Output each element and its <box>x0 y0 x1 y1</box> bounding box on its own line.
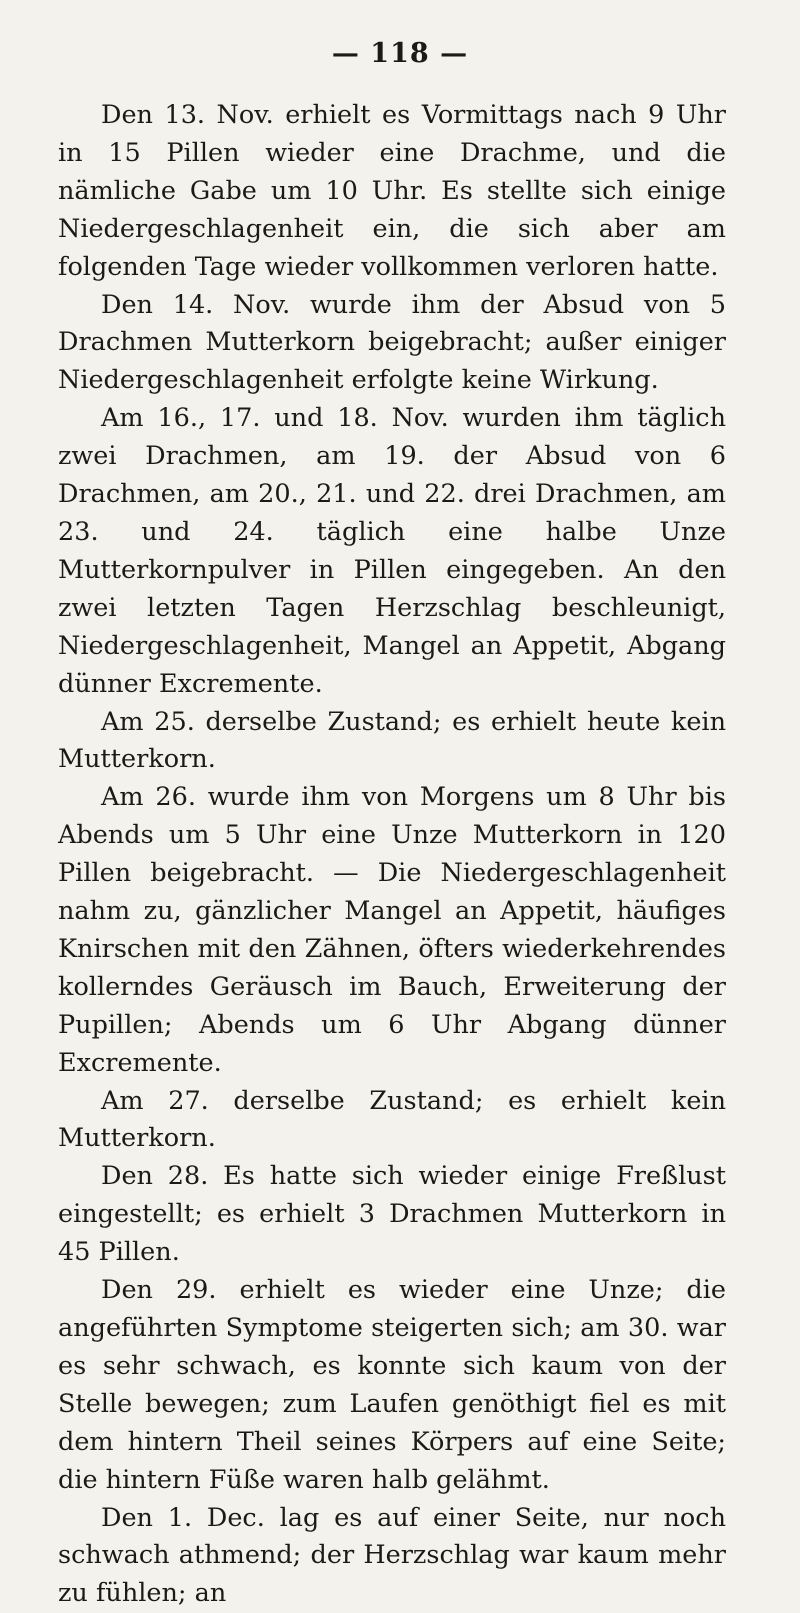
paragraph: Am 25. derselbe Zustand; es erhielt heute kein Mutterkorn. <box>58 706 726 775</box>
paragraph: Am 27. derselbe Zustand; es erhielt kein Mutterkorn. <box>58 1085 726 1154</box>
paragraph: Am 26. wurde ihm von Morgens um 8 Uhr bis Abends um 5 Uhr eine Unze Mutterkorn in 120 Pillen beigebracht. — Die Niedergeschlagenheit nahm zu, gänzlicher Mangel an Appetit, häufiges Knirschen mit den Zähnen, öfters wiederkehrendes kollerndes Geräusch im Bauch, Erweiterung der Pupillen; Abends um 6 Uhr Abgang dünner Excremente. <box>58 782 726 1078</box>
paragraph: Den 29. erhielt es wieder eine Unze; die angeführten Symptome steigerten sich; am 30. war es sehr schwach, es konnte sich kaum von der Stelle bewegen; zum Laufen genöthigt fiel es mit dem hintern Theil seines Körpers auf eine Seite; die hintern Füße waren halb gelähmt. <box>58 1275 726 1495</box>
page-number: — 118 — <box>331 38 469 69</box>
body-text <box>58 97 726 1613</box>
paragraph: Am 16., 17. und 18. Nov. wurden ihm täglich zwei Drachmen, am 19. der Absud von 6 Drachmen, am 20., 21. und 22. drei Drachmen, am 23. und 24. täglich eine halbe Unze Mutterkornpulver in Pillen eingegeben. An den zwei letzten Tagen Herzschlag beschleunigt, Niedergeschlagenheit, Mangel an Appetit, Abgang dünner Excremente. <box>58 403 726 699</box>
paragraph: Den 14. Nov. wurde ihm der Absud von 5 Drachmen Mutterkorn beigebracht; außer einiger Niedergeschlagenheit erfolgte keine Wirkung. <box>58 289 726 396</box>
paragraph: Den 28. Es hatte sich wieder einige Freßlust eingestellt; es erhielt 3 Drachmen Mutterkorn in 45 Pillen. <box>58 1161 726 1268</box>
paragraph: Den 1. Dec. lag es auf einer Seite, nur noch schwach athmend; der Herzschlag war kaum mehr zu fühlen; an <box>58 1502 726 1609</box>
paragraph: Den 13. Nov. erhielt es Vormittags nach 9 Uhr in 15 Pillen wieder eine Drachme, und die nämliche Gabe um 10 Uhr. Es stellte sich einige Niedergeschlagenheit ein, die sich aber am folgenden Tage wieder vollkommen verloren hatte. <box>58 100 726 282</box>
